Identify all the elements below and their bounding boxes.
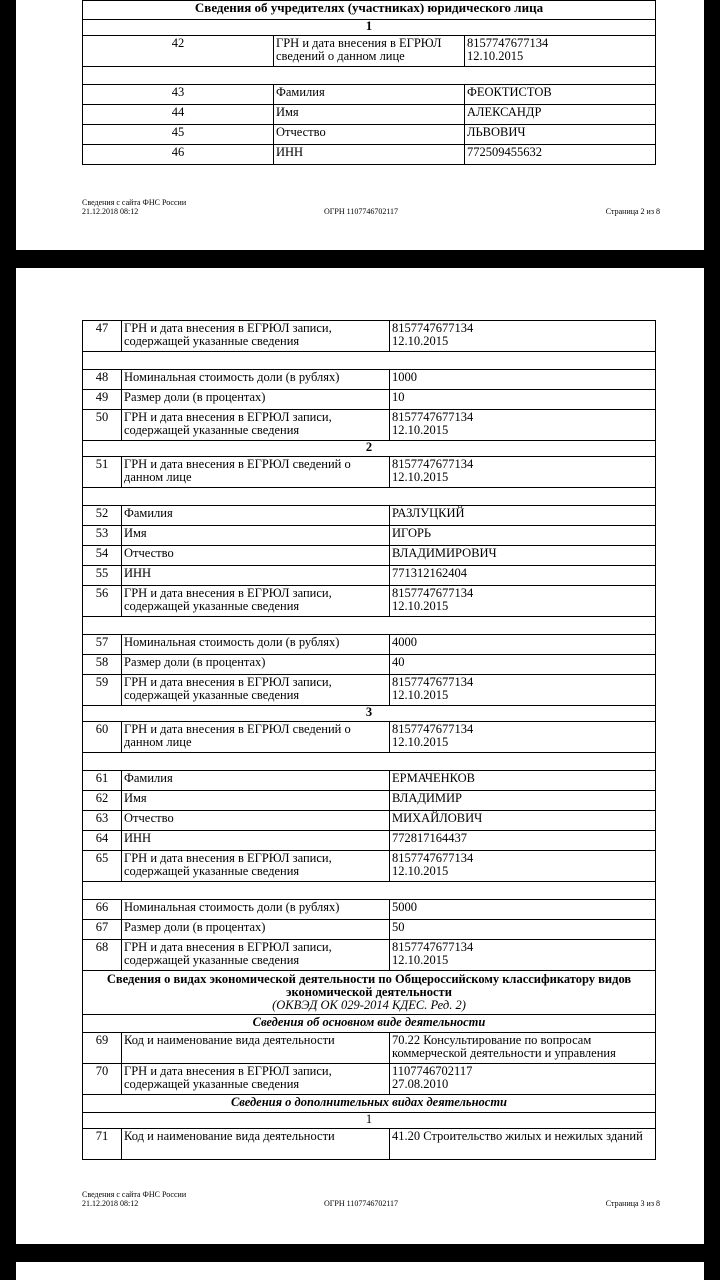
table-row [83, 675, 656, 706]
row-number: 61 [83, 771, 122, 791]
table-row [83, 566, 656, 586]
row-number: 57 [83, 635, 122, 655]
table-row [83, 370, 656, 390]
table-row [83, 321, 656, 352]
row-label: ГРН и дата внесения в ЕГРЮЛ сведений о данном лице [122, 722, 390, 753]
table-row [83, 546, 656, 566]
table-row [83, 831, 656, 851]
row-label: Фамилия [122, 771, 390, 791]
row-label: Имя [122, 526, 390, 546]
row-number: 71 [83, 1129, 122, 1160]
spacer-row [83, 753, 656, 771]
table-row [83, 145, 656, 165]
row-value: 40 [390, 655, 656, 675]
row-label: Отчество [122, 811, 390, 831]
row-number: 58 [83, 655, 122, 675]
section-header-row [83, 1, 656, 20]
row-label: ГРН и дата внесения в ЕГРЮЛ записи, содержащей указанные сведения [122, 410, 390, 441]
row-value: 50 [390, 920, 656, 940]
group-number-row [83, 1095, 656, 1113]
row-value: АЛЕКСАНДР [465, 105, 656, 125]
row-value: 1107746702117 27.08.2010 [390, 1064, 656, 1095]
row-number: 54 [83, 546, 122, 566]
row-number: 47 [83, 321, 122, 352]
row-number: 62 [83, 791, 122, 811]
footer-source [82, 198, 186, 216]
footer-source [82, 1190, 186, 1208]
row-number: 53 [83, 526, 122, 546]
okved-section-header [83, 971, 656, 1015]
row-value: ЛЬВОВИЧ [465, 125, 656, 145]
table-row [83, 1129, 656, 1160]
row-number: 55 [83, 566, 122, 586]
row-label: Отчество [122, 546, 390, 566]
row-label: Размер доли (в процентах) [122, 390, 390, 410]
row-label: Размер доли (в процентах) [122, 920, 390, 940]
table-row [83, 457, 656, 488]
row-number: 65 [83, 851, 122, 882]
row-number: 60 [83, 722, 122, 753]
document-page-4 [16, 1262, 704, 1280]
footer-ogrn: ОГРН 1107746702117 [324, 207, 399, 216]
row-number: 68 [83, 940, 122, 971]
row-label: Имя [122, 791, 390, 811]
row-value: 8157747677134 12.10.2015 [465, 36, 656, 67]
row-label: Фамилия [122, 506, 390, 526]
row-number: 48 [83, 370, 122, 390]
table-row [83, 506, 656, 526]
row-label: Номинальная стоимость доли (в рублях) [122, 635, 390, 655]
row-value: 8157747677134 12.10.2015 [390, 457, 656, 488]
table-row [83, 1033, 656, 1064]
row-value: ИГОРЬ [390, 526, 656, 546]
row-number: 69 [83, 1033, 122, 1064]
table-row [83, 36, 656, 67]
group-number-row [83, 1015, 656, 1033]
document-page-2 [16, 0, 704, 250]
row-value: РАЗЛУЦКИЙ [390, 506, 656, 526]
row-label: ГРН и дата внесения в ЕГРЮЛ записи, содержащей указанные сведения [122, 321, 390, 352]
row-value: ВЛАДИМИРОВИЧ [390, 546, 656, 566]
spacer-row [83, 67, 656, 85]
row-value: 8157747677134 12.10.2015 [390, 722, 656, 753]
table-row [83, 390, 656, 410]
row-label: Код и наименование вида деятельности [122, 1033, 390, 1064]
row-label: ИНН [274, 145, 465, 165]
group-number-row [83, 20, 656, 36]
table-row [83, 635, 656, 655]
row-number: 50 [83, 410, 122, 441]
row-label: Фамилия [274, 85, 465, 105]
okved-section-title-cell [83, 971, 656, 1015]
group-number: Сведения о дополнительных видах деятельности [83, 1095, 656, 1113]
row-number: 63 [83, 811, 122, 831]
okved-section-subtitle: (ОКВЭД ОК 029-2014 КДЕС. Ред. 2) [272, 998, 466, 1012]
row-number: 56 [83, 586, 122, 617]
row-label: Номинальная стоимость доли (в рублях) [122, 370, 390, 390]
group-number: 1 [83, 1113, 656, 1129]
row-value: 8157747677134 12.10.2015 [390, 321, 656, 352]
section-title: Сведения об учредителях (участниках) юридического лица [83, 1, 656, 20]
row-number: 66 [83, 900, 122, 920]
table-row [83, 1064, 656, 1095]
row-value: 772817164437 [390, 831, 656, 851]
founders-table [82, 0, 656, 165]
row-value: 4000 [390, 635, 656, 655]
row-label: ГРН и дата внесения в ЕГРЮЛ записи, содержащей указанные сведения [122, 1064, 390, 1095]
table-row [83, 920, 656, 940]
okved-section-title: Сведения о видах экономической деятельности по Общероссийскому классификатору видов экономической деятельности [106, 972, 632, 999]
row-label: Код и наименование вида деятельности [122, 1129, 390, 1160]
row-number: 46 [83, 145, 274, 165]
row-label: Отчество [274, 125, 465, 145]
table-row [83, 105, 656, 125]
row-value: 5000 [390, 900, 656, 920]
row-label: Номинальная стоимость доли (в рублях) [122, 900, 390, 920]
footer-source-text: Сведения с сайта ФНС России [82, 198, 187, 207]
founders-table [82, 320, 656, 1160]
row-label: ГРН и дата внесения в ЕГРЮЛ сведений о данном лице [122, 457, 390, 488]
row-value: 41.20 Строительство жилых и нежилых зданий [390, 1129, 656, 1160]
row-label: ИНН [122, 831, 390, 851]
table-row [83, 851, 656, 882]
table-row [83, 771, 656, 791]
row-value: 8157747677134 12.10.2015 [390, 940, 656, 971]
row-number: 43 [83, 85, 274, 105]
row-number: 59 [83, 675, 122, 706]
row-value: 771312162404 [390, 566, 656, 586]
row-label: ГРН и дата внесения в ЕГРЮЛ записи, содержащей указанные сведения [122, 851, 390, 882]
row-value: 8157747677134 12.10.2015 [390, 410, 656, 441]
row-number: 42 [83, 36, 274, 67]
footer-page-number: Страница 3 из 8 [605, 1199, 660, 1208]
row-number: 70 [83, 1064, 122, 1095]
row-label: ИНН [122, 566, 390, 586]
row-value: МИХАЙЛОВИЧ [390, 811, 656, 831]
row-value: 8157747677134 12.10.2015 [390, 851, 656, 882]
document-page-3 [16, 268, 704, 1244]
group-number: Сведения об основном виде деятельности [83, 1015, 656, 1033]
table-row [83, 586, 656, 617]
spacer-row [83, 488, 656, 506]
footer-source-text: Сведения с сайта ФНС России [82, 1190, 187, 1199]
table-row [83, 900, 656, 920]
row-value: 10 [390, 390, 656, 410]
footer-datetime: 21.12.2018 08:12 [82, 207, 139, 216]
group-number: 1 [83, 20, 656, 36]
table-row [83, 410, 656, 441]
group-number-row [83, 441, 656, 457]
row-value: 772509455632 [465, 145, 656, 165]
table-row [83, 655, 656, 675]
row-number: 51 [83, 457, 122, 488]
row-label: Размер доли (в процентах) [122, 655, 390, 675]
table-row [83, 526, 656, 546]
table-row [83, 940, 656, 971]
footer-page-number: Страница 2 из 8 [605, 207, 660, 216]
row-value: 70.22 Консультирование по вопросам коммерческой деятельности и управления [390, 1033, 656, 1064]
table-row [83, 125, 656, 145]
spacer-row [83, 617, 656, 635]
group-number-row [83, 1113, 656, 1129]
group-number: 2 [83, 441, 656, 457]
group-number: 3 [83, 706, 656, 722]
table-row [83, 811, 656, 831]
table-row [83, 85, 656, 105]
row-number: 49 [83, 390, 122, 410]
row-value: ВЛАДИМИР [390, 791, 656, 811]
table-row [83, 722, 656, 753]
row-label: ГРН и дата внесения в ЕГРЮЛ записи, содержащей указанные сведения [122, 940, 390, 971]
row-number: 64 [83, 831, 122, 851]
row-number: 44 [83, 105, 274, 125]
footer-ogrn: ОГРН 1107746702117 [324, 1199, 399, 1208]
row-label: Имя [274, 105, 465, 125]
spacer-row [83, 352, 656, 370]
table-row [83, 791, 656, 811]
row-number: 52 [83, 506, 122, 526]
row-number: 67 [83, 920, 122, 940]
row-label: ГРН и дата внесения в ЕГРЮЛ записи, содержащей указанные сведения [122, 675, 390, 706]
row-value: ЕРМАЧЕНКОВ [390, 771, 656, 791]
row-value: 8157747677134 12.10.2015 [390, 675, 656, 706]
row-label: ГРН и дата внесения в ЕГРЮЛ сведений о данном лице [274, 36, 465, 67]
row-value: ФЕОКТИСТОВ [465, 85, 656, 105]
spacer-row [83, 882, 656, 900]
footer-datetime: 21.12.2018 08:12 [82, 1199, 139, 1208]
row-number: 45 [83, 125, 274, 145]
group-number-row [83, 706, 656, 722]
row-value: 1000 [390, 370, 656, 390]
row-value: 8157747677134 12.10.2015 [390, 586, 656, 617]
row-label: ГРН и дата внесения в ЕГРЮЛ записи, содержащей указанные сведения [122, 586, 390, 617]
